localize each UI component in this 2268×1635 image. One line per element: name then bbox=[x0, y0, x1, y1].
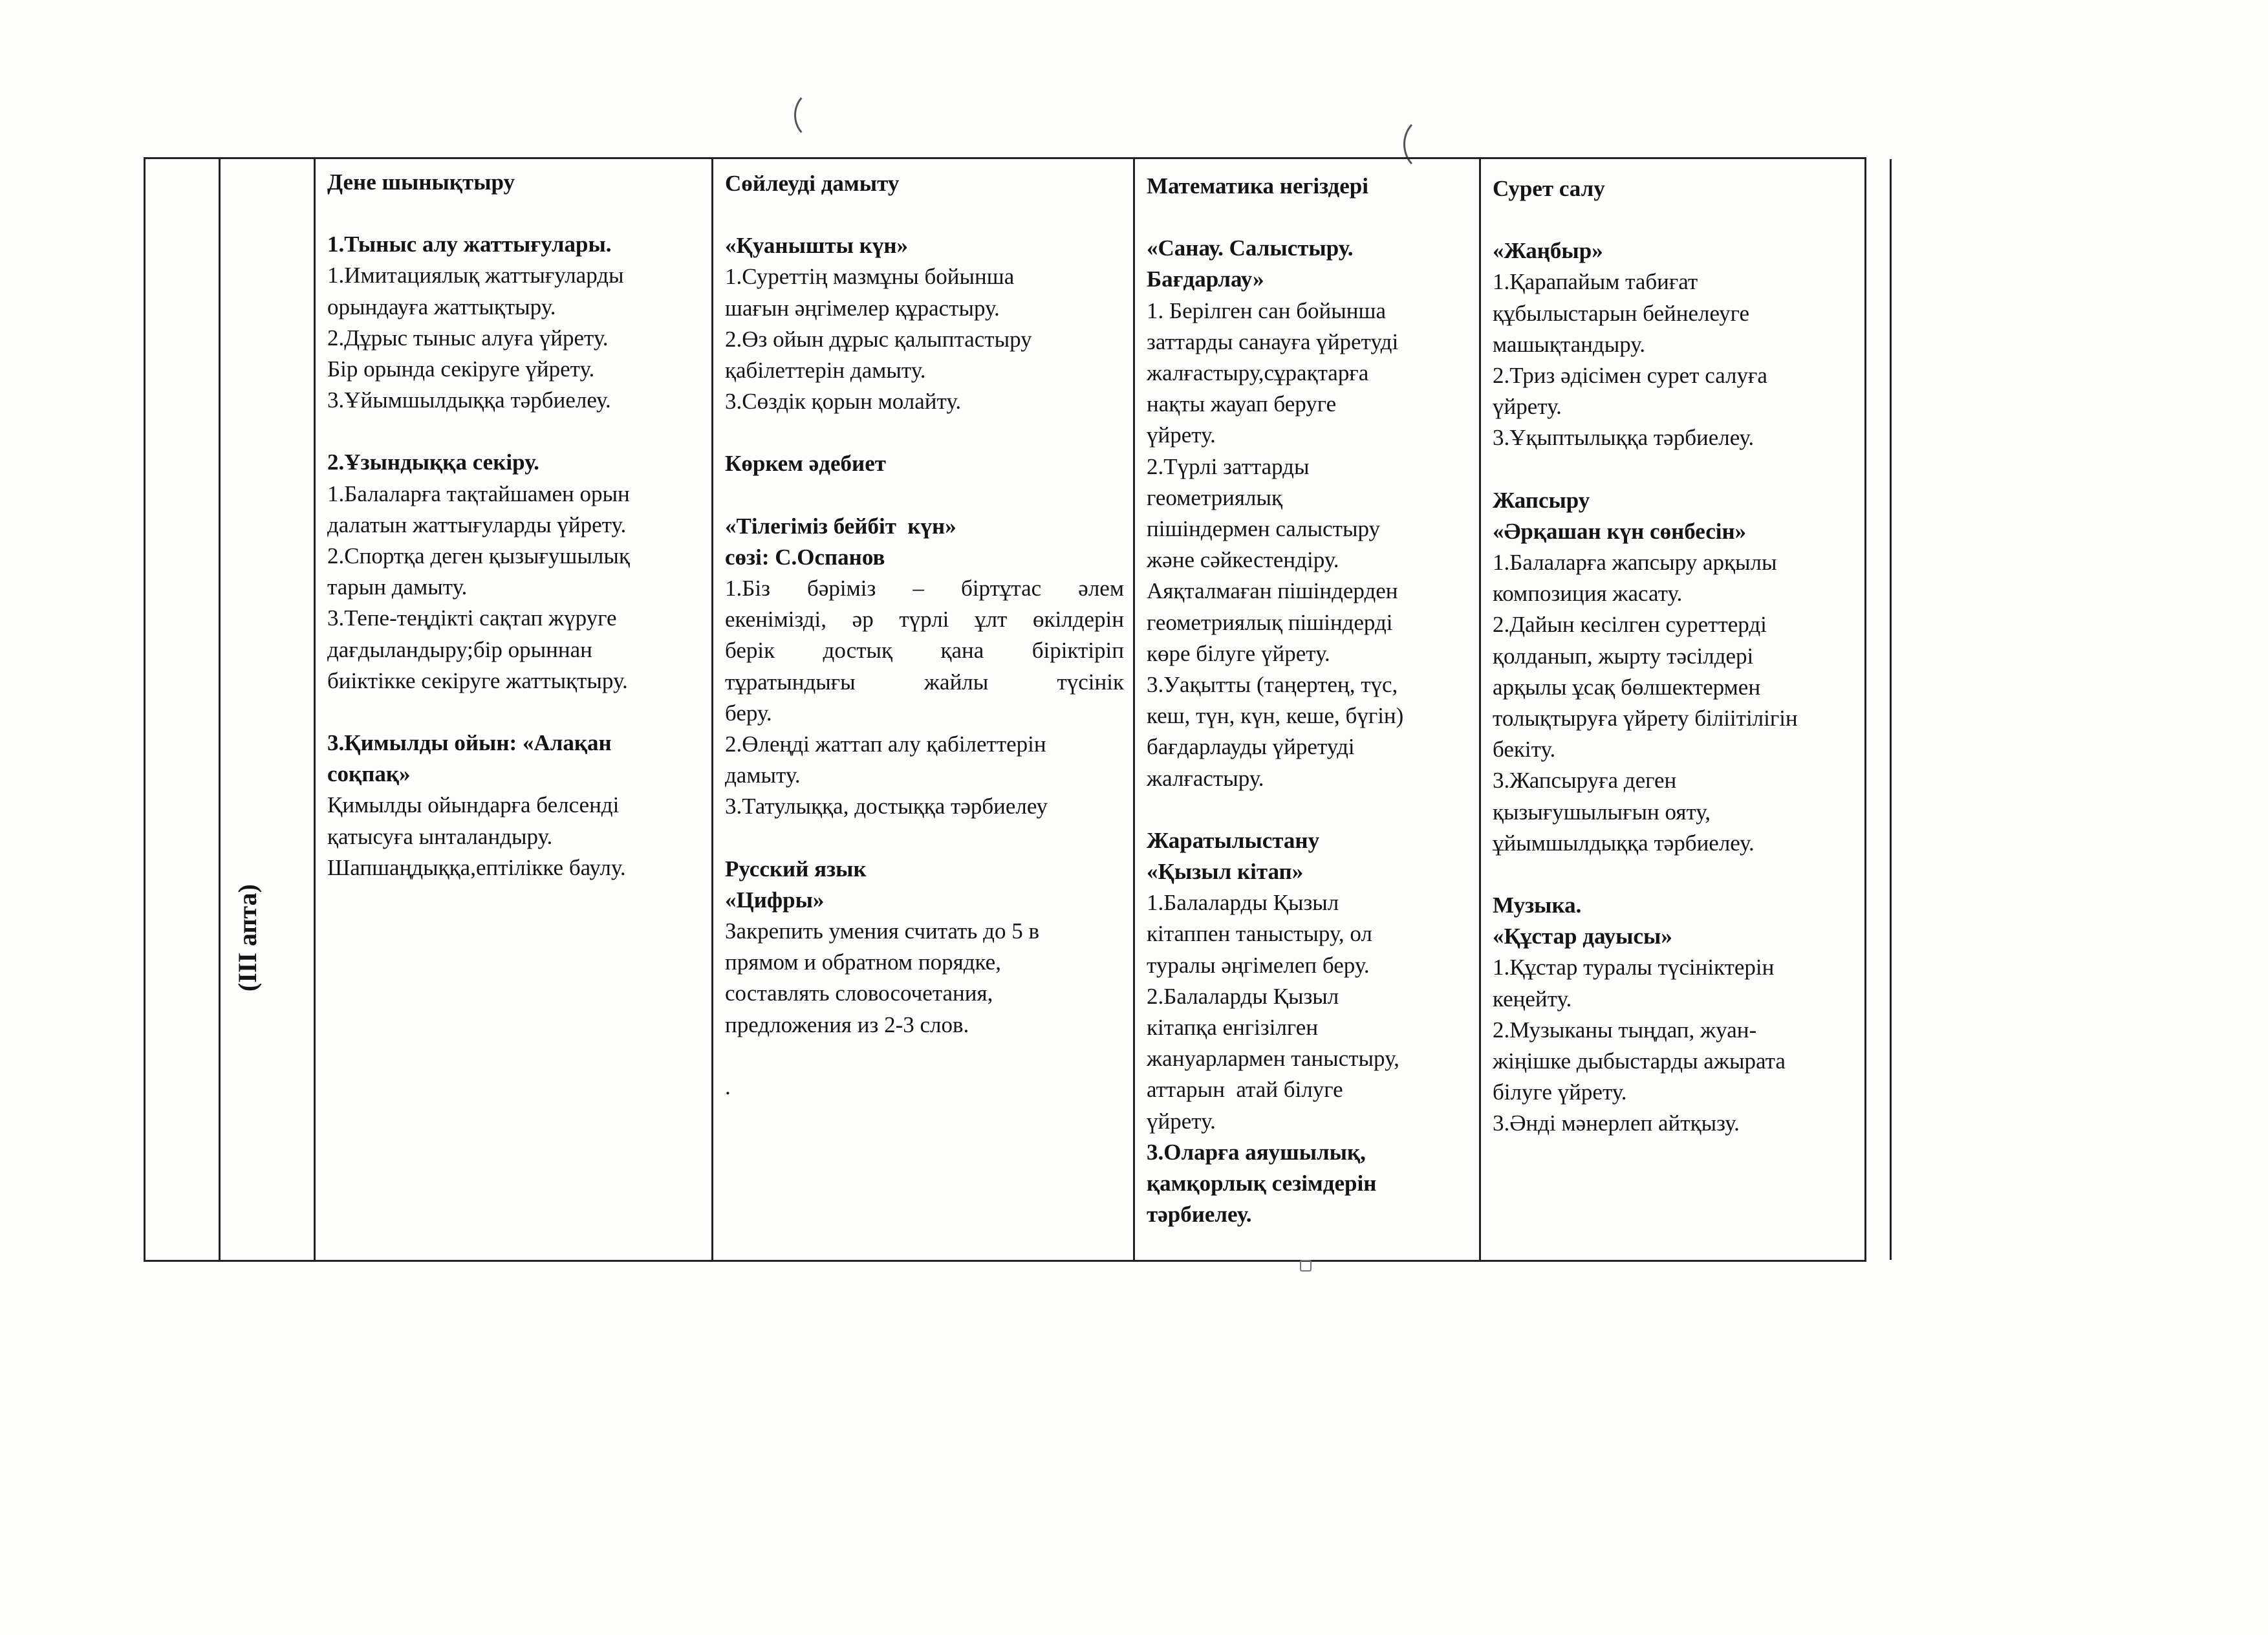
blank-line bbox=[1147, 794, 1470, 825]
cell-text-line: 1.Суреттің мазмұны бойынша bbox=[725, 264, 1015, 290]
cell-text-line: пішіндермен салыстыру bbox=[1147, 516, 1381, 542]
cell-heading: Сөйлеуді дамыту bbox=[725, 171, 900, 196]
cell-heading: сөзі: С.Оспанов bbox=[725, 544, 885, 570]
cell-text-line: кітаппен таныстыру, ол bbox=[1147, 921, 1372, 947]
cell-text-line: прямом и обратном порядке, bbox=[725, 949, 1001, 975]
cell-text-line: үйрету. bbox=[1493, 394, 1562, 420]
cell-text-line: биіктікке секіруге жаттықтыру. bbox=[327, 667, 628, 693]
cell-text-line: көре білуге үйрету. bbox=[1147, 640, 1330, 666]
cell-text-line: 1.Біз бәріміз – біртұтас әлем bbox=[725, 576, 1124, 601]
cell-text-line: қатысуға ынталандыру. bbox=[327, 823, 553, 849]
cell-heading: Бағдарлау» bbox=[1147, 266, 1264, 292]
cell-heading: Жаратылыстану bbox=[1147, 827, 1320, 853]
cell-text-line: орындауға жаттықтыру. bbox=[327, 294, 556, 319]
cell-text-line: шағын әңгімелер құрастыру. bbox=[725, 295, 1000, 321]
scan-mark bbox=[794, 91, 837, 140]
speech-development-cell bbox=[713, 168, 1133, 1253]
blank-line bbox=[725, 199, 1124, 230]
cell-heading: «Жаңбыр» bbox=[1493, 238, 1603, 264]
cell-text-line: беру. bbox=[725, 700, 772, 726]
cell-text-line: кеңейту. bbox=[1493, 986, 1572, 1012]
cell-text-line: Шапшаңдыққа,ептілікке баулу. bbox=[327, 854, 626, 880]
cell-heading: 2.Ұзындыққа секіру. bbox=[327, 449, 539, 475]
cell-text-line: үйрету. bbox=[1147, 422, 1216, 448]
cell-text-line: 2.Түрлі заттарды bbox=[1147, 453, 1310, 479]
column-divider bbox=[1890, 159, 1892, 1260]
cell-heading: Математика негіздері bbox=[1147, 173, 1368, 199]
cell-text-line: 2.Дайын кесілген суреттерді bbox=[1493, 612, 1767, 638]
cell-heading: тәрбиелеу. bbox=[1147, 1202, 1252, 1228]
cell-heading: Көркем әдебиет bbox=[725, 451, 886, 477]
cell-text-line: 1.Имитациялық жаттығуларды bbox=[327, 263, 624, 288]
cell-text-line: нақты жауап беруге bbox=[1147, 391, 1337, 417]
cell-text-line: 1.Құстар туралы түсініктерін bbox=[1493, 955, 1775, 980]
cell-text-line: 1.Балаларға жапсыру арқылы bbox=[1493, 550, 1777, 576]
cell-text-line: 1.Балаларды Қызыл bbox=[1147, 890, 1339, 916]
cell-text-line: 1. Берілген сан бойынша bbox=[1147, 298, 1386, 323]
cell-text-line: 1.Балаларға тақтайшамен орын bbox=[327, 481, 630, 506]
cell-text-line: 3.Ұқыптылыққа тәрбиелеу. bbox=[1493, 425, 1755, 451]
cell-text-line: қабілеттерін дамыту. bbox=[725, 358, 926, 384]
cell-heading: 1.Тыныс алу жаттығулары. bbox=[327, 232, 612, 257]
cell-heading: 3.Оларға аяушылық, bbox=[1147, 1139, 1366, 1165]
cell-heading: «Қызыл кітап» bbox=[1147, 859, 1304, 885]
cell-heading: «Құстар дауысы» bbox=[1493, 924, 1672, 949]
cell-text-line: 2.Өз ойын дұрыс қалыптастыру bbox=[725, 326, 1032, 352]
cell-text-line: аттарын атай білуге bbox=[1147, 1077, 1343, 1103]
cell-heading: «Тілегіміз бейбіт күн» bbox=[725, 513, 956, 539]
blank-line bbox=[1147, 202, 1470, 233]
cell-text-line: 2.Триз әдісімен сурет салуға bbox=[1493, 363, 1767, 389]
cell-text-line: составлять словосочетания, bbox=[725, 980, 993, 1006]
cell-text-line: предложения из 2-3 слов. bbox=[725, 1012, 969, 1037]
cell-text-line: 2.Балаларды Қызыл bbox=[1147, 983, 1339, 1009]
cell-text-line: тұратындығы жайлы түсінік bbox=[725, 669, 1124, 695]
cell-text-line: білуге үйрету. bbox=[1493, 1079, 1627, 1105]
cell-text-line: қызығушылығын ояту, bbox=[1493, 799, 1711, 825]
blank-line bbox=[327, 198, 702, 229]
week-label: (III апта) bbox=[233, 884, 262, 991]
scan-mark bbox=[1300, 1260, 1312, 1272]
blank-line bbox=[725, 1041, 1124, 1072]
cell-text-line: жануарлармен таныстыру, bbox=[1147, 1046, 1399, 1072]
cell-text-line: Закрепить умения считать до 5 в bbox=[725, 918, 1039, 944]
cell-text-line: ұйымшылдыққа тәрбиелеу. bbox=[1493, 830, 1755, 856]
cell-text-line: кітапқа енгізілген bbox=[1147, 1015, 1319, 1041]
cell-text-line: 2.Дұрыс тыныс алуға үйрету. bbox=[327, 325, 609, 351]
mathematics-cell bbox=[1135, 171, 1479, 1253]
cell-text-line: жалғастыру,сұрақтарға bbox=[1147, 360, 1369, 386]
cell-text-line: жіңішке дыбыстарды ажырата bbox=[1493, 1048, 1786, 1074]
schedule-table bbox=[144, 157, 1866, 1262]
cell-text-line: арқылы ұсақ бөлшектермен bbox=[1493, 674, 1761, 700]
cell-heading: қамқорлық сезімдерін bbox=[1147, 1171, 1377, 1196]
cell-heading: Музыка. bbox=[1493, 893, 1582, 918]
cell-text-line: қолданып, жырту тәсілдері bbox=[1493, 643, 1754, 669]
cell-text-line: 3.Әнді мәнерлеп айтқызу. bbox=[1493, 1110, 1740, 1136]
cell-text-line: бағдарлауды үйретуді bbox=[1147, 734, 1355, 760]
cell-heading: «Қуанышты күн» bbox=[725, 233, 909, 259]
cell-text-line: Аяқталмаған пішіндерден bbox=[1147, 578, 1398, 604]
cell-heading: «Санау. Салыстыру. bbox=[1147, 235, 1354, 261]
cell-text-line: композиция жасату. bbox=[1493, 581, 1683, 607]
cell-text-line: 3.Татулыққа, достыққа тәрбиелеу bbox=[725, 794, 1048, 819]
cell-text-line: толықтыруға үйрету біліітілігін bbox=[1493, 706, 1798, 731]
cell-text-line: 3.Жапсыруға деген bbox=[1493, 768, 1677, 794]
cell-text-line: бекіту. bbox=[1493, 737, 1556, 763]
cell-text-line: тарын дамыту. bbox=[327, 574, 468, 600]
cell-text-line: далатын жаттығуларды үйрету. bbox=[327, 512, 627, 537]
cell-text-line: машықтандыру. bbox=[1493, 331, 1646, 357]
cell-text-line: геометриялық bbox=[1147, 484, 1282, 510]
cell-heading: «Әрқашан күн сөнбесін» bbox=[1493, 518, 1747, 544]
cell-text-line: Қимылды ойындарға белсенді bbox=[327, 792, 620, 818]
cell-heading: 3.Қимылды ойын: «Алақан bbox=[327, 730, 612, 756]
cell-heading: Русский язык bbox=[725, 856, 867, 882]
cell-text-line: құбылыстарын бейнелеуге bbox=[1493, 300, 1750, 326]
cell-heading: «Цифры» bbox=[725, 887, 825, 913]
cell-text-line: 3.Уақытты (таңертең, түс, bbox=[1147, 672, 1398, 698]
physical-education-cell bbox=[316, 167, 711, 1253]
blank-line bbox=[725, 480, 1124, 511]
cell-heading: соқпақ» bbox=[327, 761, 411, 787]
blank-line bbox=[1493, 859, 1881, 890]
cell-text-line: кеш, түн, күн, кеше, бүгін) bbox=[1147, 703, 1404, 729]
cell-text-line: жалғастыру. bbox=[1147, 765, 1264, 791]
blank-line bbox=[327, 697, 702, 728]
cell-text-line: заттарды санауға үйретуді bbox=[1147, 329, 1399, 354]
cell-text-line: берік достық қана біріктіріп bbox=[725, 638, 1124, 664]
cell-text-line: . bbox=[725, 1074, 731, 1099]
blank-line bbox=[1493, 204, 1881, 235]
cell-heading: Жапсыру bbox=[1493, 487, 1590, 513]
cell-text-line: 1.Қарапайым табиғат bbox=[1493, 269, 1698, 295]
blank-line bbox=[725, 823, 1124, 854]
cell-text-line: 2.Өлеңді жаттап алу қабілеттерін bbox=[725, 731, 1046, 757]
cell-heading: Дене шынықтыру bbox=[327, 169, 515, 195]
cell-text-line: 2.Спортқа деген қызығушылық bbox=[327, 543, 630, 569]
cell-heading: Сурет салу bbox=[1493, 176, 1605, 201]
cell-text-line: 3.Тепе-теңдікті сақтап жүруге bbox=[327, 605, 617, 631]
cell-text-line: 3.Ұйымшылдыққа тәрбиелеу. bbox=[327, 387, 611, 413]
cell-text-line: екенімізді, әр түрлі ұлт өкілдерін bbox=[725, 607, 1124, 633]
cell-text-line: дағдыландыру;бір орыннан bbox=[327, 636, 592, 662]
cell-text-line: геометриялық пішіндерді bbox=[1147, 609, 1393, 635]
drawing-cell bbox=[1481, 173, 1890, 1253]
cell-text-line: 2.Музыканы тыңдап, жуан- bbox=[1493, 1017, 1757, 1043]
cell-text-line: дамыту. bbox=[725, 763, 801, 788]
cell-text-line: және сәйкестендіру. bbox=[1147, 547, 1339, 573]
blank-line bbox=[1493, 454, 1881, 485]
cell-text-line: 3.Сөздік қорын молайту. bbox=[725, 389, 962, 415]
blank-line bbox=[327, 416, 702, 447]
cell-text-line: Бір орында секіруге үйрету. bbox=[327, 356, 595, 382]
cell-text-line: туралы әңгімелеп беру. bbox=[1147, 952, 1370, 978]
cell-text-line: үйрету. bbox=[1147, 1108, 1216, 1134]
column-divider bbox=[219, 159, 221, 1260]
blank-line bbox=[725, 417, 1124, 448]
